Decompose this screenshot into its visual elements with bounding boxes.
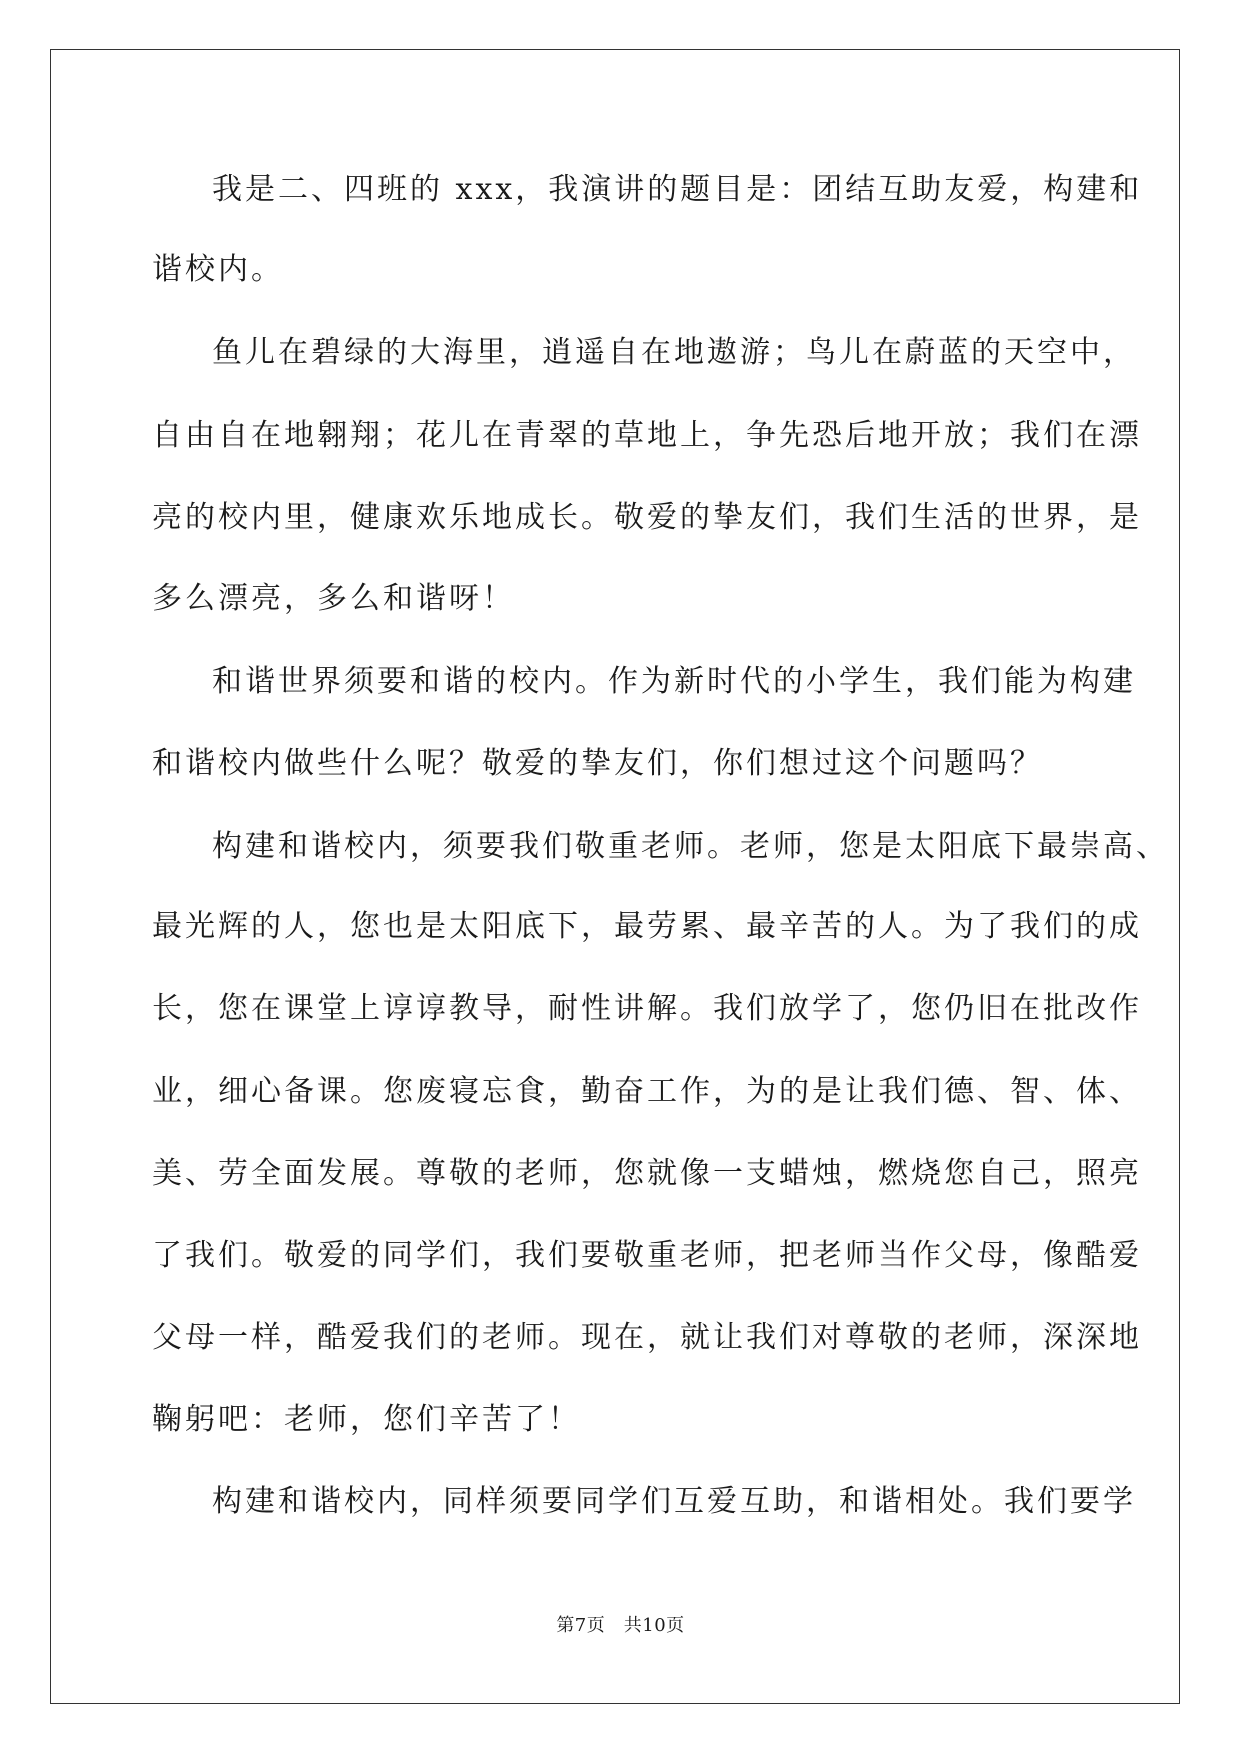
page-border bbox=[50, 49, 1180, 1704]
text-line: 我是二、四班的 xxx，我演讲的题目是：团结互助友爱，构建和 bbox=[212, 172, 1143, 207]
text-line: 自由自在地翱翔；花儿在青翠的草地上，争先恐后地开放；我们在漂 bbox=[152, 418, 1142, 453]
text-line: 父母一样，酷爱我们的老师。现在，就让我们对尊敬的老师，深深地 bbox=[152, 1320, 1142, 1355]
text-line: 构建和谐校内，须要我们敬重老师。老师，您是太阳底下最崇高、 bbox=[212, 829, 1169, 864]
text-line: 多么漂亮，多么和谐呀！ bbox=[152, 581, 515, 616]
text-line: 谐校内。 bbox=[152, 252, 284, 287]
text-line: 最光辉的人，您也是太阳底下，最劳累、最辛苦的人。为了我们的成 bbox=[152, 909, 1142, 944]
text-line: 和谐校内做些什么呢？敬爱的挚友们，你们想过这个问题吗？ bbox=[152, 746, 1043, 781]
page-number: 第7页 共10页 bbox=[556, 1615, 685, 1636]
text-line: 美、劳全面发展。尊敬的老师，您就像一支蜡烛，燃烧您自己，照亮 bbox=[152, 1156, 1142, 1191]
text-line: 亮的校内里，健康欢乐地成长。敬爱的挚友们，我们生活的世界，是 bbox=[152, 500, 1142, 535]
text-line: 构建和谐校内，同样须要同学们互爱互助，和谐相处。我们要学 bbox=[212, 1484, 1136, 1519]
text-line: 了我们。敬爱的同学们，我们要敬重老师，把老师当作父母，像酷爱 bbox=[152, 1238, 1142, 1273]
text-line: 鱼儿在碧绿的大海里，逍遥自在地遨游；鸟儿在蔚蓝的天空中， bbox=[212, 335, 1136, 370]
text-line: 鞠躬吧：老师，您们辛苦了！ bbox=[152, 1402, 581, 1437]
text-line: 长，您在课堂上谆谆教导，耐性讲解。我们放学了，您仍旧在批改作 bbox=[152, 991, 1142, 1026]
text-line: 和谐世界须要和谐的校内。作为新时代的小学生，我们能为构建 bbox=[212, 664, 1136, 699]
text-line: 业，细心备课。您废寝忘食，勤奋工作，为的是让我们德、智、体、 bbox=[152, 1074, 1142, 1109]
